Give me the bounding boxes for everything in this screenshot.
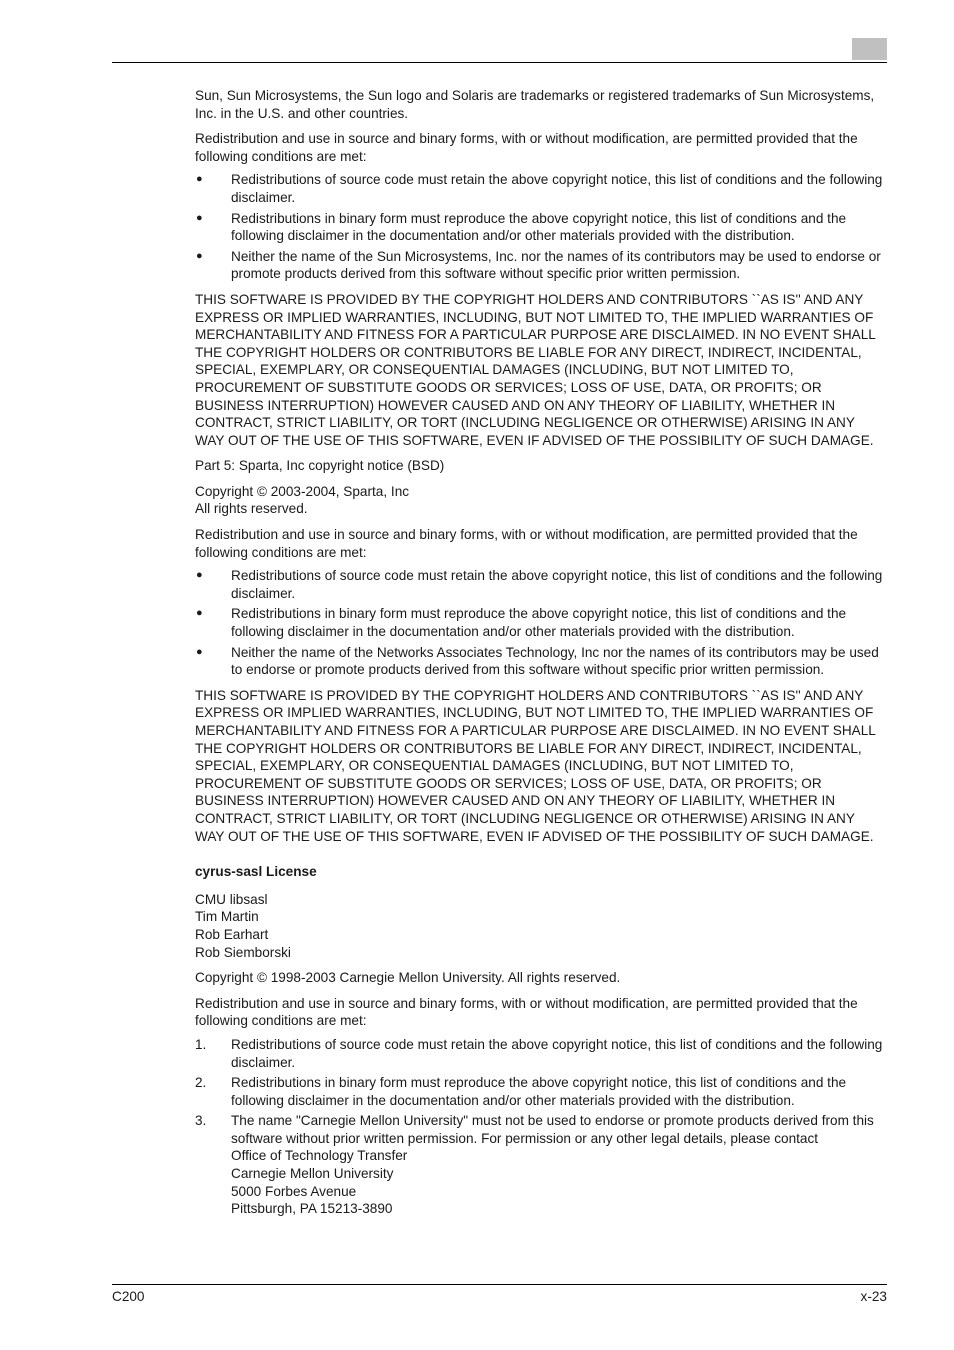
header-tab-marker (852, 38, 887, 60)
bullet-icon: ● (196, 211, 203, 224)
cyrus-credits (195, 891, 887, 961)
redistribution-intro: Redistribution and use in source and binary forms, with or without modification, are permitted provided that the following conditions are met: (195, 527, 858, 560)
disclaimer-paragraph: THIS SOFTWARE IS PROVIDED BY THE COPYRIGHT HOLDERS AND CONTRIBUTORS ``AS IS'' AND ANY EXPRESS OR IMPLIED WARRANTIES, INCLUDING, BUT NOT LIMITED TO, THE IMPLIED WARRANTIES OF MERCHANTABILITY AND FITNESS FOR A PARTICULAR PURPOSE ARE DISCLAIMED. IN NO EVENT SHALL THE COPYRIGHT HOLDERS OR CONTRIBUTORS BE LIABLE FOR ANY DIRECT, INDIRECT, INCIDENTAL, SPECIAL, EXEMPLARY, OR CONSEQUENTIAL DAMAGES (INCLUDING, BUT NOT LIMITED TO, PROCUREMENT OF SUBSTITUTE GOODS OR SERVICES; LOSS OF USE, DATA, OR PROFITS; OR BUSINESS INTERRUPTION) HOWEVER CAUSED AND ON ANY THEORY OF LIABILITY, WHETHER IN CONTRACT, STRICT LIABILITY, OR TORT (INCLUDING NEGLIGENCE OR OTHERWISE) ARISING IN ANY WAY OUT OF THE USE OF THIS SOFTWARE, EVEN IF ADVISED OF THE POSSIBILITY OF SUCH DAMAGE. (195, 291, 876, 448)
bullet-icon: ● (196, 607, 203, 620)
address-line: Office of Technology Transfer (231, 1148, 408, 1164)
list-number: 1. (195, 1036, 207, 1052)
address-line: Pittsburgh, PA 15213-3890 (231, 1201, 393, 1217)
cmu-conditions-list (195, 1036, 887, 1218)
list-item: ● Redistributions in binary form must reproduce the above copyright notice, this list of conditions and the following disclaimer in the documentation and/or other materials provided with the distribution. (196, 210, 847, 244)
sparta-rights: All rights reserved. (195, 501, 308, 517)
sparta-copyright-block (195, 483, 887, 518)
credit-line: Rob Siemborski (195, 944, 291, 960)
cmu-copyright: Copyright © 1998-2003 Carnegie Mellon University. All rights reserved. (195, 970, 621, 986)
address-line: Carnegie Mellon University (231, 1166, 394, 1182)
address-line: 5000 Forbes Avenue (231, 1183, 357, 1199)
sparta-title: Part 5: Sparta, Inc copyright notice (BSD) (195, 458, 445, 474)
list-item: ● Redistributions of source code must retain the above copyright notice, this list of conditions and the following disclaimer. (196, 172, 883, 205)
sun-trademark-paragraph: Sun, Sun Microsystems, the Sun logo and Solaris are trademarks or registered trademarks of Sun Microsystems, Inc. in the U.S. and other countries. (195, 88, 875, 121)
list-item: 1. Redistributions of source code must retain the above copyright notice, this list of conditions and the following disclaimer. (195, 1036, 883, 1070)
header-rule (112, 62, 887, 63)
bullet-icon: ● (196, 645, 203, 658)
disclaimer-paragraph: THIS SOFTWARE IS PROVIDED BY THE COPYRIGHT HOLDERS AND CONTRIBUTORS ``AS IS'' AND ANY EXPRESS OR IMPLIED WARRANTIES, INCLUDING, BUT NOT LIMITED TO, THE IMPLIED WARRANTIES OF MERCHANTABILITY AND FITNESS FOR A PARTICULAR PURPOSE ARE DISCLAIMED. IN NO EVENT SHALL THE COPYRIGHT HOLDERS OR CONTRIBUTORS BE LIABLE FOR ANY DIRECT, INDIRECT, INCIDENTAL, SPECIAL, EXEMPLARY, OR CONSEQUENTIAL DAMAGES (INCLUDING, BUT NOT LIMITED TO, PROCUREMENT OF SUBSTITUTE GOODS OR SERVICES; LOSS OF USE, DATA, OR PROFITS; OR BUSINESS INTERRUPTION) HOWEVER CAUSED AND ON ANY THEORY OF LIABILITY, WHETHER IN CONTRACT, STRICT LIABILITY, OR TORT (INCLUDING NEGLIGENCE OR OTHERWISE) ARISING IN ANY WAY OUT OF THE USE OF THIS SOFTWARE, EVEN IF ADVISED OF THE POSSIBILITY OF SUCH DAMAGE. (195, 687, 876, 844)
list-item: 3. The name "Carnegie Mellon University" must not be used to endorse or promote products derived from this software without prior written permission. For permission or any other legal details, please contact Office of Technology Transfer Carnegie Mellon University 5000 Forbes Avenue Pittsburgh, PA 15213-3890 (195, 1112, 887, 1218)
list-item: ● Neither the name of the Networks Associates Technology, Inc nor the names of its contributors may be used to endorse or promote products derived from this software without specific prior written permission. (196, 644, 879, 678)
page-content (195, 87, 887, 1226)
list-number: 3. (195, 1113, 207, 1129)
list-item: 2. Redistributions in binary form must reproduce the above copyright notice, this list of conditions and the following disclaimer in the documentation and/or other materials provided with the distribution. (195, 1075, 847, 1108)
list-number: 2. (195, 1075, 207, 1091)
bullet-icon: ● (196, 173, 203, 186)
footer-page-number: x-23 (860, 1289, 887, 1304)
bullet-icon: ● (196, 249, 203, 262)
sparta-conditions-list (195, 567, 887, 679)
cyrus-sasl-heading: cyrus-sasl License (195, 864, 317, 880)
list-item: ● Redistributions in binary form must reproduce the above copyright notice, this list of conditions and the following disclaimer in the documentation and/or other materials provided with the distribution. (196, 606, 847, 640)
footer-rule (112, 1284, 887, 1285)
sparta-copyright: Copyright © 2003-2004, Sparta, Inc (195, 483, 410, 499)
redistribution-intro: Redistribution and use in source and binary forms, with or without modification, are permitted provided that the following conditions are met: (195, 995, 858, 1029)
footer-model: C200 (112, 1289, 145, 1304)
list-item: ● Neither the name of the Sun Microsystems, Inc. nor the names of its contributors may be used to endorse or promote products derived from this software without specific prior written permission. (196, 248, 881, 282)
redistribution-intro: Redistribution and use in source and binary forms, with or without modification, are permitted provided that the following conditions are met: (195, 131, 858, 164)
list-item: ● Redistributions of source code must retain the above copyright notice, this list of conditions and the following disclaimer. (196, 568, 883, 601)
sun-conditions-list (195, 171, 887, 283)
bullet-icon: ● (196, 569, 203, 582)
credit-line: CMU libsasl (195, 891, 268, 907)
credit-line: Tim Martin (195, 909, 259, 925)
credit-line: Rob Earhart (195, 926, 269, 942)
